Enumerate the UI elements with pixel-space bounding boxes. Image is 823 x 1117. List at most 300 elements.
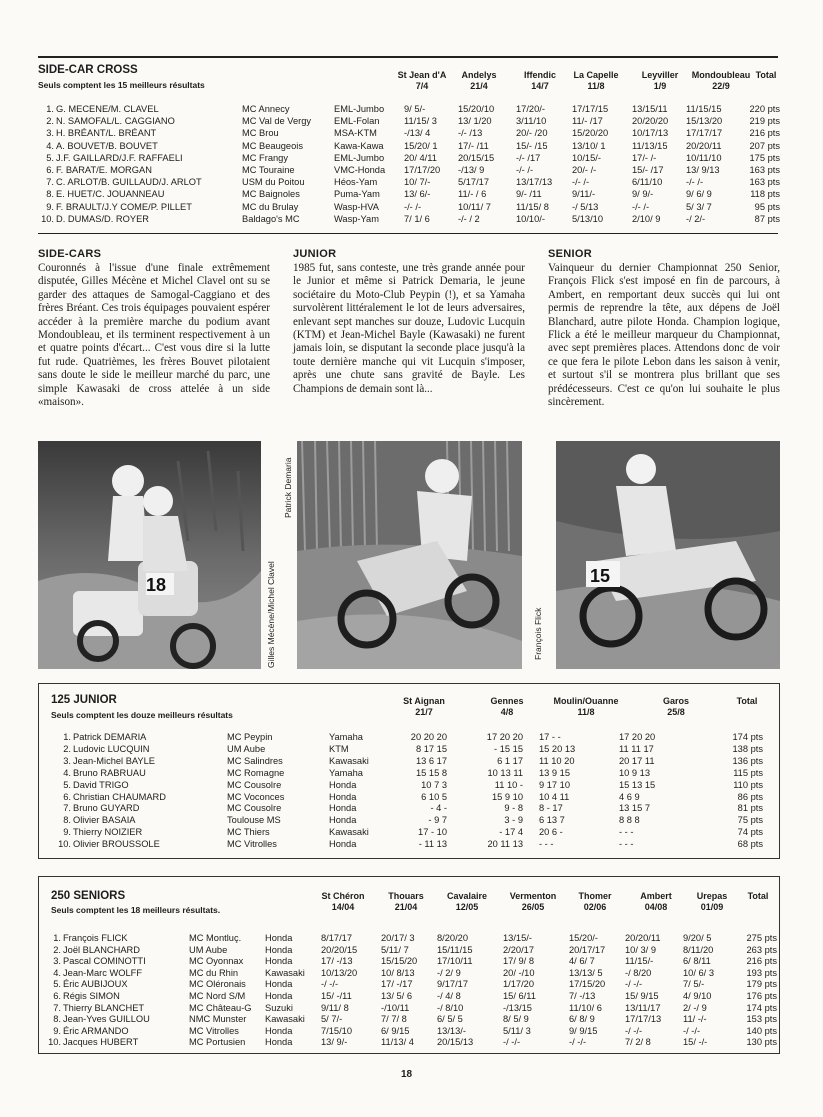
cell-r5: 20/17/17 — [569, 944, 606, 955]
senior-article-body: Vainqueur du dernier Championnat 250 Senior, François Flick s'est imposé en fin de parcours, à Ambert, en remportant deux succès qui lui ont permis de reprendre la tête, aux dépens de Joël Blanchard, autre pilote Honda. Champion logique, Flick a été le meilleur marqueur du Championnat, avec sept premières places. Attendons donc de voir ce que fera le pilote Lebon dans les saison à venir, et surtout s'il se montrera plus brillant que ses prédécesseurs. C'est ce qu'on lui souhaite le plus sincèrement. — [548, 262, 780, 409]
table-row — [38, 128, 783, 139]
cell-r2: -/10/11 — [381, 1002, 410, 1013]
cell-r6: 10/ 3/ 9 — [625, 944, 657, 955]
cell-name: Olivier BASAIA — [73, 815, 136, 826]
cell-r5: 17/15/20 — [569, 979, 606, 990]
cell-r4: 5/11/ 3 — [503, 1025, 531, 1036]
column-header — [723, 696, 771, 707]
column-header — [566, 70, 626, 92]
cell-r2: 10/11/ 7 — [458, 201, 491, 212]
seniors-250-subtitle: Seuls comptent les 18 meilleurs résultats. — [51, 905, 221, 915]
column-header-date: 7/4 — [415, 81, 429, 91]
cell-total: 130 pts — [746, 1037, 777, 1048]
cell-r1: 10/13/20 — [321, 967, 358, 978]
cell-r1: 6 10 5 — [421, 791, 447, 802]
cell-name: H. BRÉANT/L. BRÉANT — [56, 128, 157, 139]
cell-total: 216 pts — [749, 128, 780, 139]
cell-r4: 5/13/10 — [572, 213, 604, 224]
cell-rank: 10. — [58, 839, 71, 850]
cell-r4: 11 11 17 — [619, 743, 654, 754]
cell-name: F. BARAT/E. MORGAN — [56, 165, 152, 175]
column-header-date: 14/7 — [531, 81, 549, 91]
table-row — [39, 1037, 779, 1048]
cell-machine: Suzuki — [265, 1002, 293, 1013]
table-row — [39, 1003, 779, 1014]
cell-r4: 20 17 11 — [619, 755, 655, 766]
cell-total: 176 pts — [746, 991, 777, 1001]
cell-machine: Honda — [265, 956, 293, 967]
cell-r6: 9/ 6/ 9 — [686, 189, 712, 200]
table-row — [39, 732, 779, 743]
cell-r3: 10/10/- — [516, 213, 545, 224]
cell-rank: 8. — [46, 189, 54, 200]
table-row — [39, 1026, 779, 1037]
cell-r1: 7/ 1/ 6 — [404, 213, 430, 224]
cell-total: 140 pts — [746, 1025, 777, 1036]
table-row — [38, 189, 783, 200]
cell-name: Olivier BROUSSOLE — [73, 839, 160, 850]
column-header-name: Thouars — [388, 891, 424, 901]
column-header — [313, 891, 373, 913]
cell-machine: Honda — [329, 791, 357, 802]
sidecar-cross-title: SIDE-CAR CROSS — [38, 64, 138, 76]
cell-name: D. DUMAS/D. ROYER — [56, 213, 149, 224]
cell-r1: 9/ 5/- — [404, 104, 426, 114]
cell-r2: -/- / 2 — [458, 213, 480, 224]
cell-total: 86 pts — [737, 791, 763, 802]
cell-total: 74 pts — [737, 827, 763, 838]
sidecar-cross-section — [38, 62, 783, 230]
cell-name: Éric AUBIJOUX — [63, 979, 128, 990]
cell-r5: 6/ 8/ 9 — [569, 1014, 595, 1025]
cell-r2: 5/11/ 7 — [381, 944, 409, 955]
column-header-name: Moulin/Ouanne — [553, 696, 619, 706]
cell-rank: 7. — [46, 177, 54, 188]
cell-club: MC Brou — [242, 128, 279, 139]
sidecar-photo-caption: Gilles Mécène/Michel Clavel — [266, 561, 276, 668]
column-header-date: 22/9 — [712, 81, 730, 91]
cell-total: 163 pts — [749, 165, 780, 175]
cell-r1: 15/20/ 1 — [404, 140, 438, 151]
column-header-name: Vermenton — [509, 891, 557, 901]
cell-club: MC Frangy — [242, 152, 288, 163]
cell-rank: 5. — [63, 779, 71, 790]
cell-name: Christian CHAUMARD — [73, 791, 166, 802]
senior-photo-caption: François Flick — [533, 607, 543, 660]
column-header — [746, 70, 786, 81]
column-header-date: 04/08 — [644, 902, 668, 912]
cell-machine: Honda — [265, 991, 293, 1001]
cell-r2: 10/ 8/13 — [381, 967, 415, 978]
cell-r3: 17/20/- — [516, 104, 545, 114]
cell-r1: 7/15/10 — [321, 1025, 353, 1036]
column-header-name: St Jean d'A — [397, 70, 447, 80]
cell-club: MC Cousolre — [227, 779, 282, 790]
cell-r4: 15/20/20 — [572, 128, 609, 139]
table-row — [38, 202, 783, 213]
cell-rank: 9. — [46, 201, 54, 212]
column-header-name: Cavalaire — [446, 891, 488, 901]
cell-r3: -/- /- — [516, 165, 534, 175]
cell-machine: EML-Jumbo — [334, 152, 385, 163]
cell-name: Joël BLANCHARD — [63, 944, 140, 955]
column-header — [537, 696, 635, 718]
cell-r7: 8/11/20 — [683, 944, 714, 955]
cell-rank: 10. — [48, 1037, 61, 1048]
cell-club: UM Aube — [189, 944, 228, 955]
cell-total: 75 pts — [737, 815, 763, 826]
cell-r2: - 15 15 — [494, 743, 523, 754]
cell-rank: 5. — [46, 152, 54, 163]
cell-r1: 8/17/17 — [321, 933, 353, 943]
cell-r4: 2/20/17 — [503, 944, 535, 955]
sidecars-article-body: Couronnés à l'issue d'une finale extrêmement disputée, Gilles Mécène et Michel Clavel ont su se garder des attaques de Samogal-Caggiano et des frères Bréant. Ces trois équipages pouvaient espérer accéder à la première marche du podium avant Mondoubleau, et ils terminent respectivement à un et quatre points d'écart... C'est vous dire si la lutte fut rude. Quatrièmes, les frères Bouvet pilotaient sans doute le side le meilleur marché du parc, une simple Kawasaki de cross attelée à un side «maison». — [38, 262, 270, 409]
cell-r1: 15 15 8 — [415, 767, 447, 778]
cell-r3: 13/13/- — [437, 1025, 466, 1036]
cell-r1: 9/11/ 8 — [321, 1002, 349, 1013]
cell-r3: 9/17/17 — [437, 979, 469, 990]
cell-r6: -/ 2/- — [686, 213, 706, 224]
cell-r4: 13/10/ 1 — [572, 140, 606, 151]
junior-125-box — [38, 683, 780, 859]
cell-r6: 11/15/- — [625, 956, 654, 967]
cell-name: François FLICK — [63, 933, 128, 943]
cell-r3: 13 9 15 — [539, 767, 571, 778]
cell-machine: Honda — [265, 979, 293, 990]
cell-r6: 13/ 9/13 — [686, 165, 720, 175]
cell-r3: 9 17 10 — [539, 779, 571, 790]
cell-rank: 6. — [46, 165, 54, 175]
cell-r1: 17/17/20 — [404, 165, 441, 175]
column-header-date: 4/8 — [500, 707, 514, 717]
cell-r5: 17/- /- — [632, 152, 657, 163]
column-header-date: 21/7 — [415, 707, 433, 717]
cell-name: Thierry NOIZIER — [73, 827, 143, 838]
cell-r2: 15 9 10 — [491, 791, 523, 802]
cell-r2: 6/ 9/15 — [381, 1025, 410, 1036]
cell-r5: 13/15/11 — [632, 104, 668, 114]
cell-rank: 6. — [63, 791, 71, 802]
cell-club: MC Peypin — [227, 732, 273, 742]
junior-article-body: 1985 fut, sans conteste, une très grande année pour le Junior et même si Patrick Demaria, le jeune sociétaire du Moto-Club Peypin (!), et sa Yamaha survolèrent littéralement le lot de leurs adversaires, enlevant sept manches sur douze, Ludovic Lucquin (KTM) et Jean-Michel Bayle (Kawasaki) ne furent jamais loin, se disputant la seconde place jusqu'à la toute dernière manche qui vit Lucquin s'imposer, après une chute sans gravité de Bayle. Les Champions de demain sont là... — [293, 262, 525, 395]
column-header-name: Urepas — [696, 891, 728, 901]
cell-r3: 15/- /15 — [516, 140, 548, 151]
cell-r3: 15/11/15 — [437, 944, 473, 955]
cell-r6: -/ -/- — [625, 1025, 643, 1036]
cell-total: 220 pts — [749, 104, 780, 114]
cell-r5: -/- /- — [632, 201, 650, 212]
column-header-name: Andelys — [461, 70, 497, 80]
cell-r3: 6 13 7 — [539, 815, 565, 826]
cell-machine: EML-Folan — [334, 116, 380, 127]
cell-r5: 2/10/ 9 — [632, 213, 661, 224]
cell-total: 87 pts — [754, 213, 780, 224]
cell-club: Baldago's MC — [242, 213, 300, 224]
cell-r1: 20 20 20 — [410, 732, 447, 742]
cell-r2: 13/ 1/20 — [458, 116, 492, 127]
cell-total: 275 pts — [746, 933, 777, 943]
cell-r4: 17/17/15 — [572, 104, 609, 114]
cell-machine: Honda — [265, 1025, 293, 1036]
cell-name: Éric ARMANDO — [63, 1025, 129, 1036]
cell-machine: MSA-KTM — [334, 128, 377, 139]
cell-r7: 11/ -/- — [683, 1014, 707, 1025]
cell-r7: 4/ 9/10 — [683, 991, 712, 1001]
cell-r6: 11/15/15 — [686, 104, 722, 114]
cell-club: USM du Poitou — [242, 177, 305, 188]
junior-photo-caption: Patrick Demaria — [283, 457, 293, 518]
cell-machine: Honda — [265, 944, 293, 955]
cell-r1: 8 17 15 — [415, 743, 447, 754]
cell-r5: 11/10/ 6 — [569, 1002, 602, 1013]
cell-total: 174 pts — [746, 1002, 777, 1013]
cell-club: MC Montluç. — [189, 933, 242, 943]
column-header — [681, 891, 743, 913]
cell-r5: 13/13/ 5 — [569, 967, 603, 978]
table-row — [38, 153, 783, 164]
cell-rank: 1. — [53, 933, 61, 943]
cell-r7: -/ -/- — [683, 1025, 701, 1036]
table-row — [39, 768, 779, 779]
column-header — [379, 696, 469, 718]
cell-r6: 13/11/17 — [625, 1002, 661, 1013]
cell-rank: 9. — [63, 827, 71, 838]
cell-r2: - 17 4 — [499, 827, 523, 838]
cell-r3: 20 6 - — [539, 827, 563, 838]
cell-r2: -/- /13 — [458, 128, 483, 139]
table-row — [39, 744, 779, 755]
cell-r3: 17/10/11 — [437, 956, 473, 967]
cell-r1: 13/ 9/- — [321, 1037, 348, 1048]
cell-name: E. HUET/C. JOUANNEAU — [56, 189, 165, 200]
cell-name: Régis SIMON — [63, 991, 120, 1001]
cell-name: Bruno GUYARD — [73, 803, 140, 814]
column-header — [737, 891, 779, 902]
junior-article-title: JUNIOR — [293, 248, 337, 260]
cell-name: N. SAMOFAL/L. CAGGIANO — [56, 116, 175, 127]
cell-r2: 15/15/20 — [381, 956, 418, 967]
cell-r5: -/ -/- — [569, 1037, 587, 1048]
column-header-date: 21/4 — [470, 81, 488, 91]
column-header — [473, 696, 541, 718]
cell-r2: 11/- / 6 — [458, 189, 487, 200]
cell-machine: EML-Jumbo — [334, 104, 385, 114]
column-header-date: 11/8 — [577, 707, 595, 717]
cell-machine: Honda — [329, 839, 357, 850]
table-row — [38, 165, 783, 176]
cell-total: 68 pts — [737, 839, 763, 850]
cell-r2: 11/13/ 4 — [381, 1037, 414, 1048]
senior-number: 15 — [590, 566, 611, 586]
column-header-date: 11/8 — [587, 81, 605, 91]
cell-r1: -/13/ 4 — [404, 128, 431, 139]
cell-name: Jean-Marc WOLFF — [63, 967, 143, 978]
sidecar-number: 18 — [146, 575, 167, 595]
cell-r1: -/- /- — [404, 201, 422, 212]
cell-club: MC Cousolre — [227, 803, 282, 814]
table-row — [38, 214, 783, 225]
cell-r5: 7/ -/13 — [569, 991, 596, 1001]
cell-total: 118 pts — [750, 189, 780, 200]
table-row — [39, 792, 779, 803]
cell-machine: Wasp-Yam — [334, 213, 379, 224]
cell-r3: -/- /17 — [516, 152, 541, 163]
table-row — [39, 803, 779, 814]
column-header-date: 14/04 — [331, 902, 355, 912]
senior-article-title: SENIOR — [548, 248, 592, 260]
cell-r4: 9/11/- — [572, 189, 596, 200]
cell-r6: -/ 8/20 — [625, 967, 652, 978]
cell-r2: 17/ -/17 — [381, 979, 413, 990]
rule-after-sidecar — [38, 233, 778, 234]
cell-machine: Wasp-HVA — [334, 201, 379, 212]
cell-r4: 20/ -/10 — [503, 967, 535, 978]
cell-rank: 1. — [63, 732, 71, 742]
cell-r5: 9/ 9/15 — [569, 1025, 598, 1036]
cell-r4: 20/- /- — [572, 165, 597, 175]
cell-rank: 3. — [46, 128, 54, 139]
cell-r2: 9 - 8 — [504, 803, 523, 814]
table-row — [39, 933, 779, 944]
cell-club: MC Salindres — [227, 755, 283, 766]
cell-total: 153 pts — [746, 1014, 777, 1025]
cell-name: Jean-Yves GUILLOU — [63, 1014, 150, 1025]
cell-machine: Yamaha — [329, 767, 363, 778]
cell-total: 207 pts — [749, 140, 780, 151]
cell-r2: 11 10 - — [494, 779, 523, 790]
cell-total: 175 pts — [749, 152, 780, 163]
cell-r1: 17 - 10 — [418, 827, 447, 838]
cell-club: MC Oyonnax — [189, 956, 244, 967]
cell-r3: -/ 4/ 8 — [437, 991, 461, 1001]
cell-total: 179 pts — [746, 979, 777, 990]
table-row — [39, 945, 779, 956]
cell-rank: 10. — [41, 213, 54, 224]
cell-rank: 7. — [63, 803, 71, 814]
cell-r2: 20/15/15 — [458, 152, 495, 163]
cell-rank: 4. — [53, 967, 61, 978]
column-header-date: 1/9 — [653, 81, 667, 91]
column-header — [631, 696, 721, 718]
cell-r2: 17/- /11 — [458, 140, 489, 151]
table-row — [38, 104, 783, 115]
cell-r1: 13/ 6/- — [404, 189, 431, 200]
seniors-250-rows — [39, 933, 779, 1051]
cell-r4: 1/17/20 — [503, 979, 535, 990]
cell-r4: -/ -/- — [503, 1037, 521, 1048]
cell-total: 216 pts — [746, 956, 777, 967]
cell-r3: -/ 2/ 9 — [437, 967, 461, 978]
cell-club: NMC Munster — [189, 1014, 247, 1025]
cell-r4: 10 9 13 — [619, 767, 651, 778]
cell-r4: 15 13 15 — [619, 779, 656, 790]
cell-r1: 17/ -/13 — [321, 956, 353, 967]
cell-name: Jacques HUBERT — [63, 1037, 139, 1048]
cell-name: Bruno RABRUAU — [73, 767, 146, 778]
cell-club: MC Nord S/M — [189, 991, 246, 1001]
cell-r6: 10/11/10 — [686, 152, 722, 163]
cell-r3: 6/ 5/ 5 — [437, 1014, 463, 1025]
table-row — [39, 956, 779, 967]
cell-r4: 15/ 6/11 — [503, 991, 536, 1001]
table-row — [39, 968, 779, 979]
junior-125-subtitle: Seuls comptent les douze meilleurs résultats — [51, 710, 233, 720]
cell-club: MC Annecy — [242, 104, 290, 114]
cell-rank: 2. — [53, 944, 61, 955]
cell-club: MC du Rhin — [189, 967, 239, 978]
cell-club: Toulouse MS — [227, 815, 281, 826]
cell-name: J.F. GAILLARD/J.F. RAFFAELI — [56, 152, 183, 163]
cell-r1: 15/ -/11 — [321, 991, 352, 1001]
column-header-name: Mondoubleau — [691, 70, 751, 80]
column-header-name: Iffendic — [523, 70, 556, 80]
senior-photo — [556, 441, 780, 669]
cell-r4: 4 6 9 — [619, 791, 640, 802]
cell-club: MC Vitrolles — [227, 839, 277, 850]
column-header-name: Ambert — [640, 891, 672, 901]
column-header-date: 25/8 — [667, 707, 685, 717]
column-header — [377, 891, 435, 913]
cell-r3: 3/11/10 — [516, 116, 547, 127]
cell-club: MC Château-G — [189, 1002, 252, 1013]
cell-r7: 15/ -/- — [683, 1037, 708, 1048]
junior-125-title: 125 JUNIOR — [51, 694, 117, 706]
cell-machine: VMC-Honda — [334, 165, 386, 175]
cell-r2: 10 13 11 — [487, 767, 523, 778]
cell-r4: - - - — [619, 839, 634, 850]
column-header-date: 26/05 — [521, 902, 545, 912]
cell-name: Thierry BLANCHET — [63, 1002, 145, 1013]
cell-club: MC Oléronais — [189, 979, 246, 990]
cell-machine: Héos-Yam — [334, 177, 378, 188]
cell-rank: 2. — [63, 743, 71, 754]
junior-photo — [297, 441, 522, 669]
cell-name: David TRIGO — [73, 779, 129, 790]
cell-r6: -/- /- — [686, 177, 704, 188]
cell-total: 219 pts — [749, 116, 780, 127]
cell-r4: 8/ 5/ 9 — [503, 1014, 529, 1025]
table-row — [39, 827, 779, 838]
column-header-name: Leyviller — [641, 70, 679, 80]
cell-r1: 20/ 4/11 — [404, 152, 437, 163]
cell-machine: Honda — [329, 815, 357, 826]
column-header-name: La Capelle — [573, 70, 619, 80]
cell-rank: 8. — [53, 1014, 61, 1025]
cell-r5: 20/20/20 — [632, 116, 669, 127]
cell-r3: 15 20 13 — [539, 743, 576, 754]
cell-club: MC du Brulay — [242, 201, 299, 212]
cell-r3: 17 - - — [539, 732, 561, 742]
cell-r5: 11/13/15 — [632, 140, 668, 151]
column-header-name: Garos — [662, 696, 689, 706]
cell-name: Patrick DEMARIA — [73, 732, 147, 742]
cell-r3: 8 - 17 — [539, 803, 563, 814]
table-row — [39, 979, 779, 990]
cell-r4: 17/ 9/ 8 — [503, 956, 535, 967]
cell-r4: 11/- /17 — [572, 116, 603, 127]
cell-total: 263 pts — [746, 944, 777, 955]
cell-r4: 17 20 20 — [619, 732, 656, 742]
cell-club: MC Vitrolles — [189, 1025, 239, 1036]
cell-r1: 13 6 17 — [415, 755, 447, 766]
column-header — [501, 891, 565, 913]
cell-total: 115 pts — [733, 767, 763, 778]
cell-rank: 5. — [53, 979, 61, 990]
column-header-name: St Aignan — [403, 696, 445, 706]
cell-machine: Honda — [329, 803, 357, 814]
cell-r2: 20 11 13 — [487, 839, 523, 850]
cell-r2: 5/17/17 — [458, 177, 490, 188]
